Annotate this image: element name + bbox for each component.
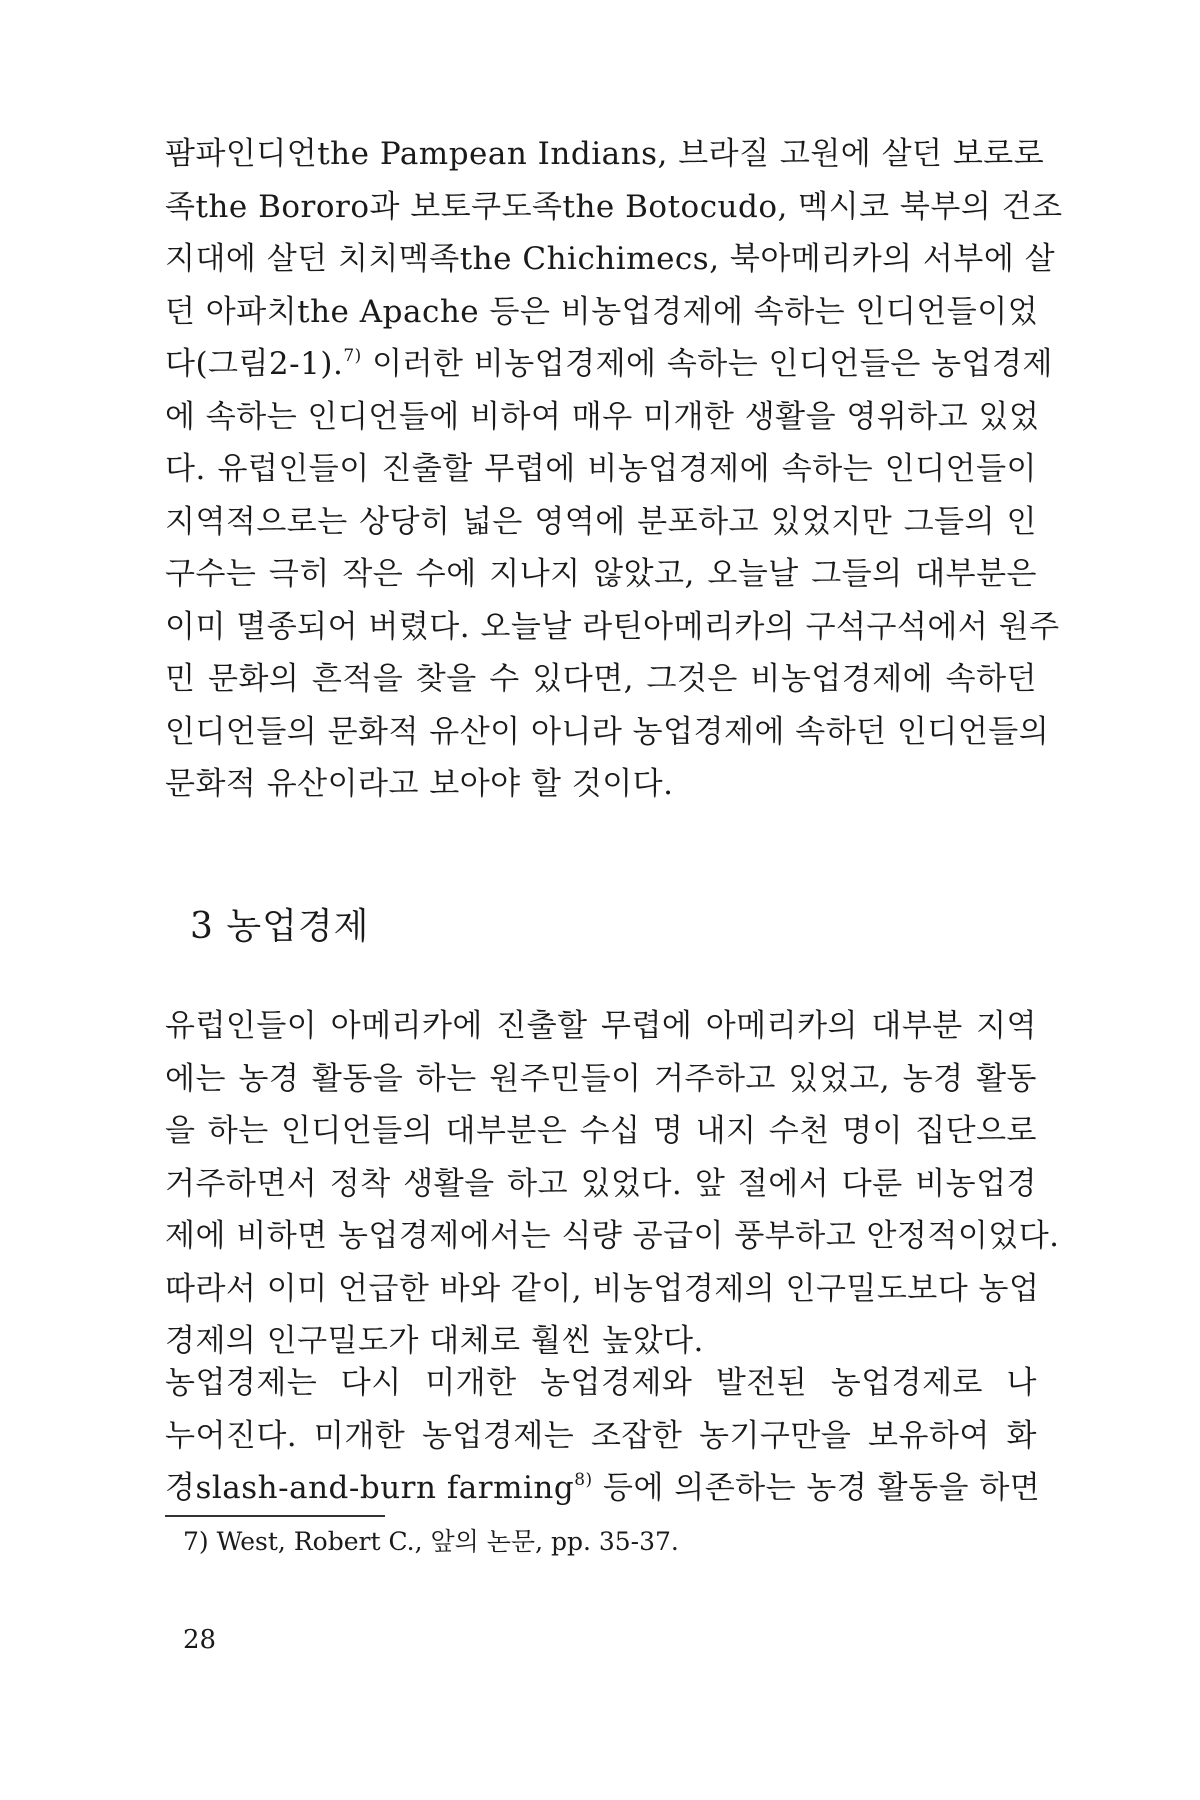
text-line (165, 1462, 1041, 1515)
text-line: 던 아파치the Apache 등은 비농업경제에 속하는 인디언들이었 (165, 293, 1039, 330)
text-line: 농업경제는 다시 미개한 농업경제와 발전된 농업경제로 나 (165, 1365, 1037, 1401)
footnote-marker: 8) (574, 1470, 593, 1490)
text-line: 유럽인들이 아메리카에 진출할 무렵에 아메리카의 대부분 지역 (165, 1008, 1037, 1044)
text-line: 이미 멸종되어 버렸다. 오늘날 라틴아메리카의 구석구석에서 원주 (165, 608, 1060, 645)
text-line: 민 문화의 흔적을 찾을 수 있다면, 그것은 비농업경제에 속하던 (165, 661, 1037, 697)
text-segment: 이러한 비농업경제에 속하는 인디언들은 농업경제 (361, 346, 1053, 382)
text-segment: 등에 의존하는 농경 활동을 하면 (592, 1470, 1041, 1506)
text-line: 다. 유럽인들이 진출할 무렵에 비농업경제에 속하는 인디언들이 (165, 451, 1037, 487)
text-line: 인디언들의 문화적 유산이 아니라 농업경제에 속하던 인디언들의 (165, 713, 1050, 750)
text-line: 을 하는 인디언들의 대부분은 수십 명 내지 수천 명이 집단으로 (165, 1113, 1037, 1149)
paragraph-1 (165, 128, 1063, 811)
text-segment: 경slash-and-burn farming (165, 1470, 575, 1506)
text-line (165, 338, 1053, 391)
text-line: 누어진다. 미개한 농업경제는 조잡한 농기구만을 보유하여 화 (165, 1417, 1037, 1454)
page-number: 28 (183, 1625, 217, 1655)
text-line: 에 속하는 인디언들에 비하여 매우 미개한 생활을 영위하고 있었 (165, 398, 1040, 435)
text-segment: 다(그림2-1). (165, 346, 344, 382)
paragraph-2 (165, 1000, 1060, 1368)
footnote: 7) West, Robert C., 앞의 논문, pp. 35-37. (183, 1527, 679, 1556)
text-line: 족the Bororo과 보토쿠도족the Botocudo, 멕시코 북부의 건조 (165, 188, 1063, 225)
text-line: 제에 비하면 농업경제에서는 식량 공급이 풍부하고 안정적이었다. (165, 1218, 1060, 1254)
text-line: 문화적 유산이라고 보아야 할 것이다. (165, 766, 674, 802)
text-line: 구수는 극히 작은 수에 지나지 않았고, 오늘날 그들의 대부분은 (165, 556, 1037, 592)
section-heading: 3 농업경제 (190, 906, 370, 947)
text-line: 경제의 인구밀도가 대체로 훨씬 높았다. (165, 1323, 704, 1359)
text-line: 지역적으로는 상당히 넓은 영역에 분포하고 있었지만 그들의 인 (165, 503, 1037, 540)
text-line: 에는 농경 활동을 하는 원주민들이 거주하고 있었고, 농경 활동 (165, 1060, 1037, 1097)
footnote-marker: 7) (343, 346, 362, 366)
text-line: 지대에 살던 치치멕족the Chichimecs, 북아메리카의 서부에 살 (165, 241, 1056, 277)
text-line: 팜파인디언the Pampean Indians, 브라질 고원에 살던 보로로 (165, 136, 1045, 172)
text-line: 따라서 이미 언급한 바와 같이, 비농업경제의 인구밀도보다 농업 (165, 1270, 1040, 1307)
footnote-divider (165, 1515, 385, 1517)
paragraph-3 (165, 1357, 1041, 1515)
text-line: 거주하면서 정착 생활을 하고 있었다. 앞 절에서 다룬 비농업경 (165, 1165, 1037, 1202)
